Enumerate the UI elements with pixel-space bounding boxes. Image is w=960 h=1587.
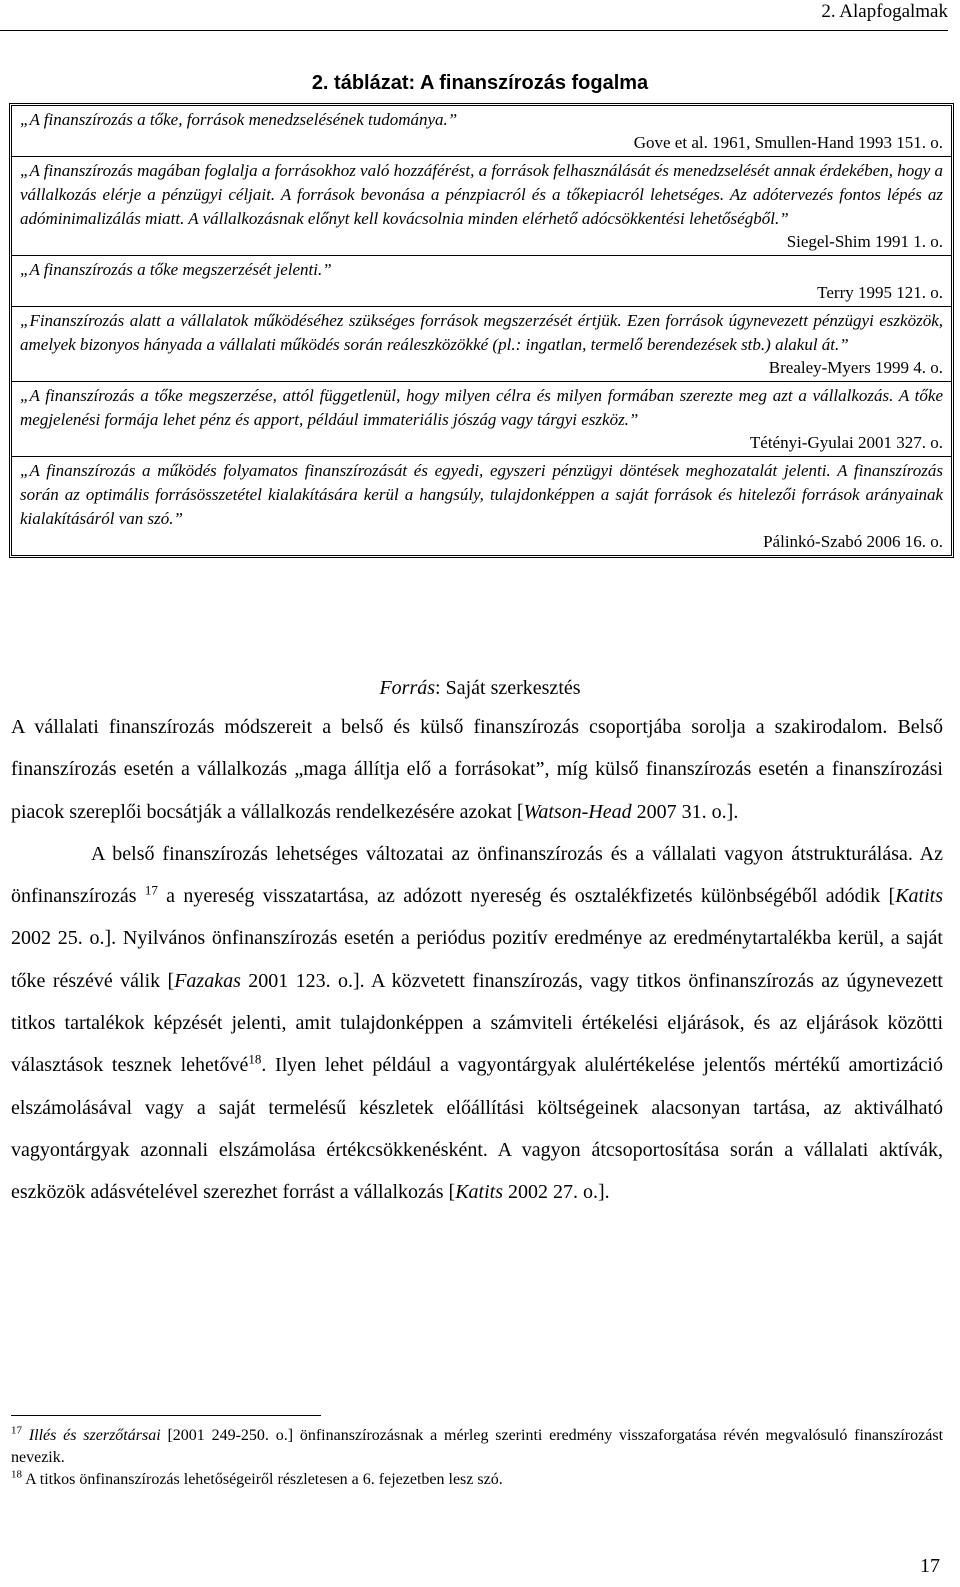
definition-citation: Brealey-Myers 1999 4. o.	[768, 358, 943, 377]
footnote-text: A titkos önfinanszírozás lehetőségeiről részletesen a 6. fejezetben lesz szó.	[22, 1471, 503, 1488]
definition-quote: „A finanszírozás a tőke, források menedzselésének tudománya.”	[20, 110, 458, 129]
definition-quote: „A finanszírozás magában foglalja a forrásokhoz való hozzáférést, a források felhasználását és menedzselését annak érdekében, hogy a vállalkozás elérje a pénzügyi céljait. A források bevonása a pénzpiacról és a tőkepiacról lehetséges. Az adótervezés fontos lépés az adóminimalizálás miatt. A vállalkozásnak előnyt kell kovácsolnia minden elérhető adócsökkentési lehetőségből.”	[20, 161, 943, 228]
table-row	[12, 457, 951, 555]
text-run: 2002 25. o.]. Nyilvános önfinanszírozás esetén a periódus pozitív eredménye az eredménytartalékba kerül, a saját tőke részévé válik [	[11, 927, 943, 992]
table-row	[12, 307, 951, 382]
footnote-authors: Illés és szerzőtársai	[28, 1427, 161, 1444]
footnote	[11, 1469, 943, 1491]
footnotes	[11, 1425, 943, 1491]
paragraph	[11, 706, 943, 833]
definition-citation: Terry 1995 121. o.	[817, 283, 943, 302]
definition-quote: „Finanszírozás alatt a vállalatok működéséhez szükséges források megszerzését értjük. Ezen források úgynevezett pénzügyi eszközök, amelyek bizonyos hányada a vállalati működés során reáleszközökké (pl.: ingatlan, termelő berendezések stb.) alakul át.”	[20, 311, 943, 354]
text-run: A vállalati finanszírozás módszereit a belső és külső finanszírozás csoportjába sorolja a szakirodalom. Belső finanszírozás esetén a vállalkozás „maga állítja elő a forrásokat”, míg külső finanszírozás esetén a finanszírozási piacok szereplői bocsátják a vállalkozás rendelkezésére azokat [	[11, 716, 943, 823]
running-head	[0, 0, 948, 31]
definition-citation: Siegel-Shim 1991 1. o.	[786, 232, 943, 251]
text-run: A belső finanszírozás lehetséges változatai az önfinanszírozás és a vállalati vagyon átstrukturálása. Az önfinanszírozás	[11, 842, 943, 908]
text-run: a nyereség visszatartása, az adózott nyereség és osztalékfizetés különbségéből adódik [	[157, 885, 896, 908]
table-row	[12, 382, 951, 457]
source-text: : Saját szerkesztés	[435, 677, 581, 699]
definition-citation: Pálinkó-Szabó 2006 16. o.	[763, 532, 943, 551]
definition-citation: Gove et al. 1961, Smullen-Hand 1993 151. o.	[633, 133, 943, 152]
footnote-number: 17	[11, 1424, 22, 1437]
definitions-table	[9, 103, 954, 558]
table-source	[0, 675, 960, 701]
paragraph	[11, 833, 943, 1214]
footnote-separator	[11, 1415, 321, 1416]
text-run: 2002 27. o.].	[503, 1181, 610, 1204]
footnote	[11, 1425, 943, 1469]
chapter-title: 2. Alapfogalmak	[821, 1, 948, 22]
text-run: . Ilyen lehet például a vagyontárgyak alulértékelése jelentős mértékű amortizáció elszámolásával vagy a saját termelésű készletek előállítási költségeinek alacsonyan tartása, az aktiválható vagyontárgyak azonnali elszámolása értékcsökkenésként. A vagyon átcsoportosítása során a vállalati aktívák, eszközök adásvételével szerezhet forrást a vállalkozás [	[11, 1054, 943, 1204]
footnote-text: [2001 249-250. o.] önfinanszírozásnak a mérleg szerinti eredmény visszaforgatása révén megvalósuló finanszírozást nevezik.	[11, 1427, 944, 1466]
citation-author: Watson-Head	[523, 800, 632, 823]
table-row	[12, 106, 951, 157]
text-run: 2007 31. o.].	[631, 800, 739, 823]
definition-quote: „A finanszírozás a tőke megszerzése, attól függetlenül, hogy milyen célra és milyen formában szerezte meg azt a vállalkozás. A tőke megjelenési formája lehet pénz és apport, például immateriális jószág vagy tárgyi eszköz.”	[20, 386, 943, 429]
citation-author: Katits	[455, 1181, 504, 1204]
footnote-ref[interactable]: 17	[144, 882, 158, 898]
footnote-number: 18	[11, 1468, 22, 1481]
footnote-ref[interactable]: 18	[248, 1051, 262, 1067]
definition-quote: „A finanszírozás a működés folyamatos finanszírozását és egyedi, egyszeri pénzügyi döntések meghozatalát jelenti. A finanszírozás során az optimális forrásösszetétel kialakítására kerül a hangsúly, tulajdonképpen a saját források és hitelezői források arányainak kialakításáról van szó.”	[20, 461, 943, 528]
body-text	[11, 706, 943, 1214]
table-row	[12, 157, 951, 256]
table-title: 2. táblázat: A finanszírozás fogalma	[311, 72, 649, 94]
definition-citation: Tétényi-Gyulai 2001 327. o.	[749, 433, 943, 452]
citation-author: Katits	[895, 885, 943, 908]
page-number: 17	[920, 1555, 940, 1577]
definition-quote: „A finanszírozás a tőke megszerzését jelenti.”	[20, 260, 332, 279]
source-label: Forrás	[379, 677, 436, 699]
text-run: 2001 123. o.]. A közvetett finanszírozás, vagy titkos önfinanszírozás az úgynevezett titkos tartalékok képzését jelenti, amit tulajdonképpen a számviteli értékelési eljárások, és az eljárások közötti választások tesznek lehetővé	[11, 969, 943, 1077]
table-row	[12, 256, 951, 307]
citation-author: Fazakas	[174, 969, 241, 992]
